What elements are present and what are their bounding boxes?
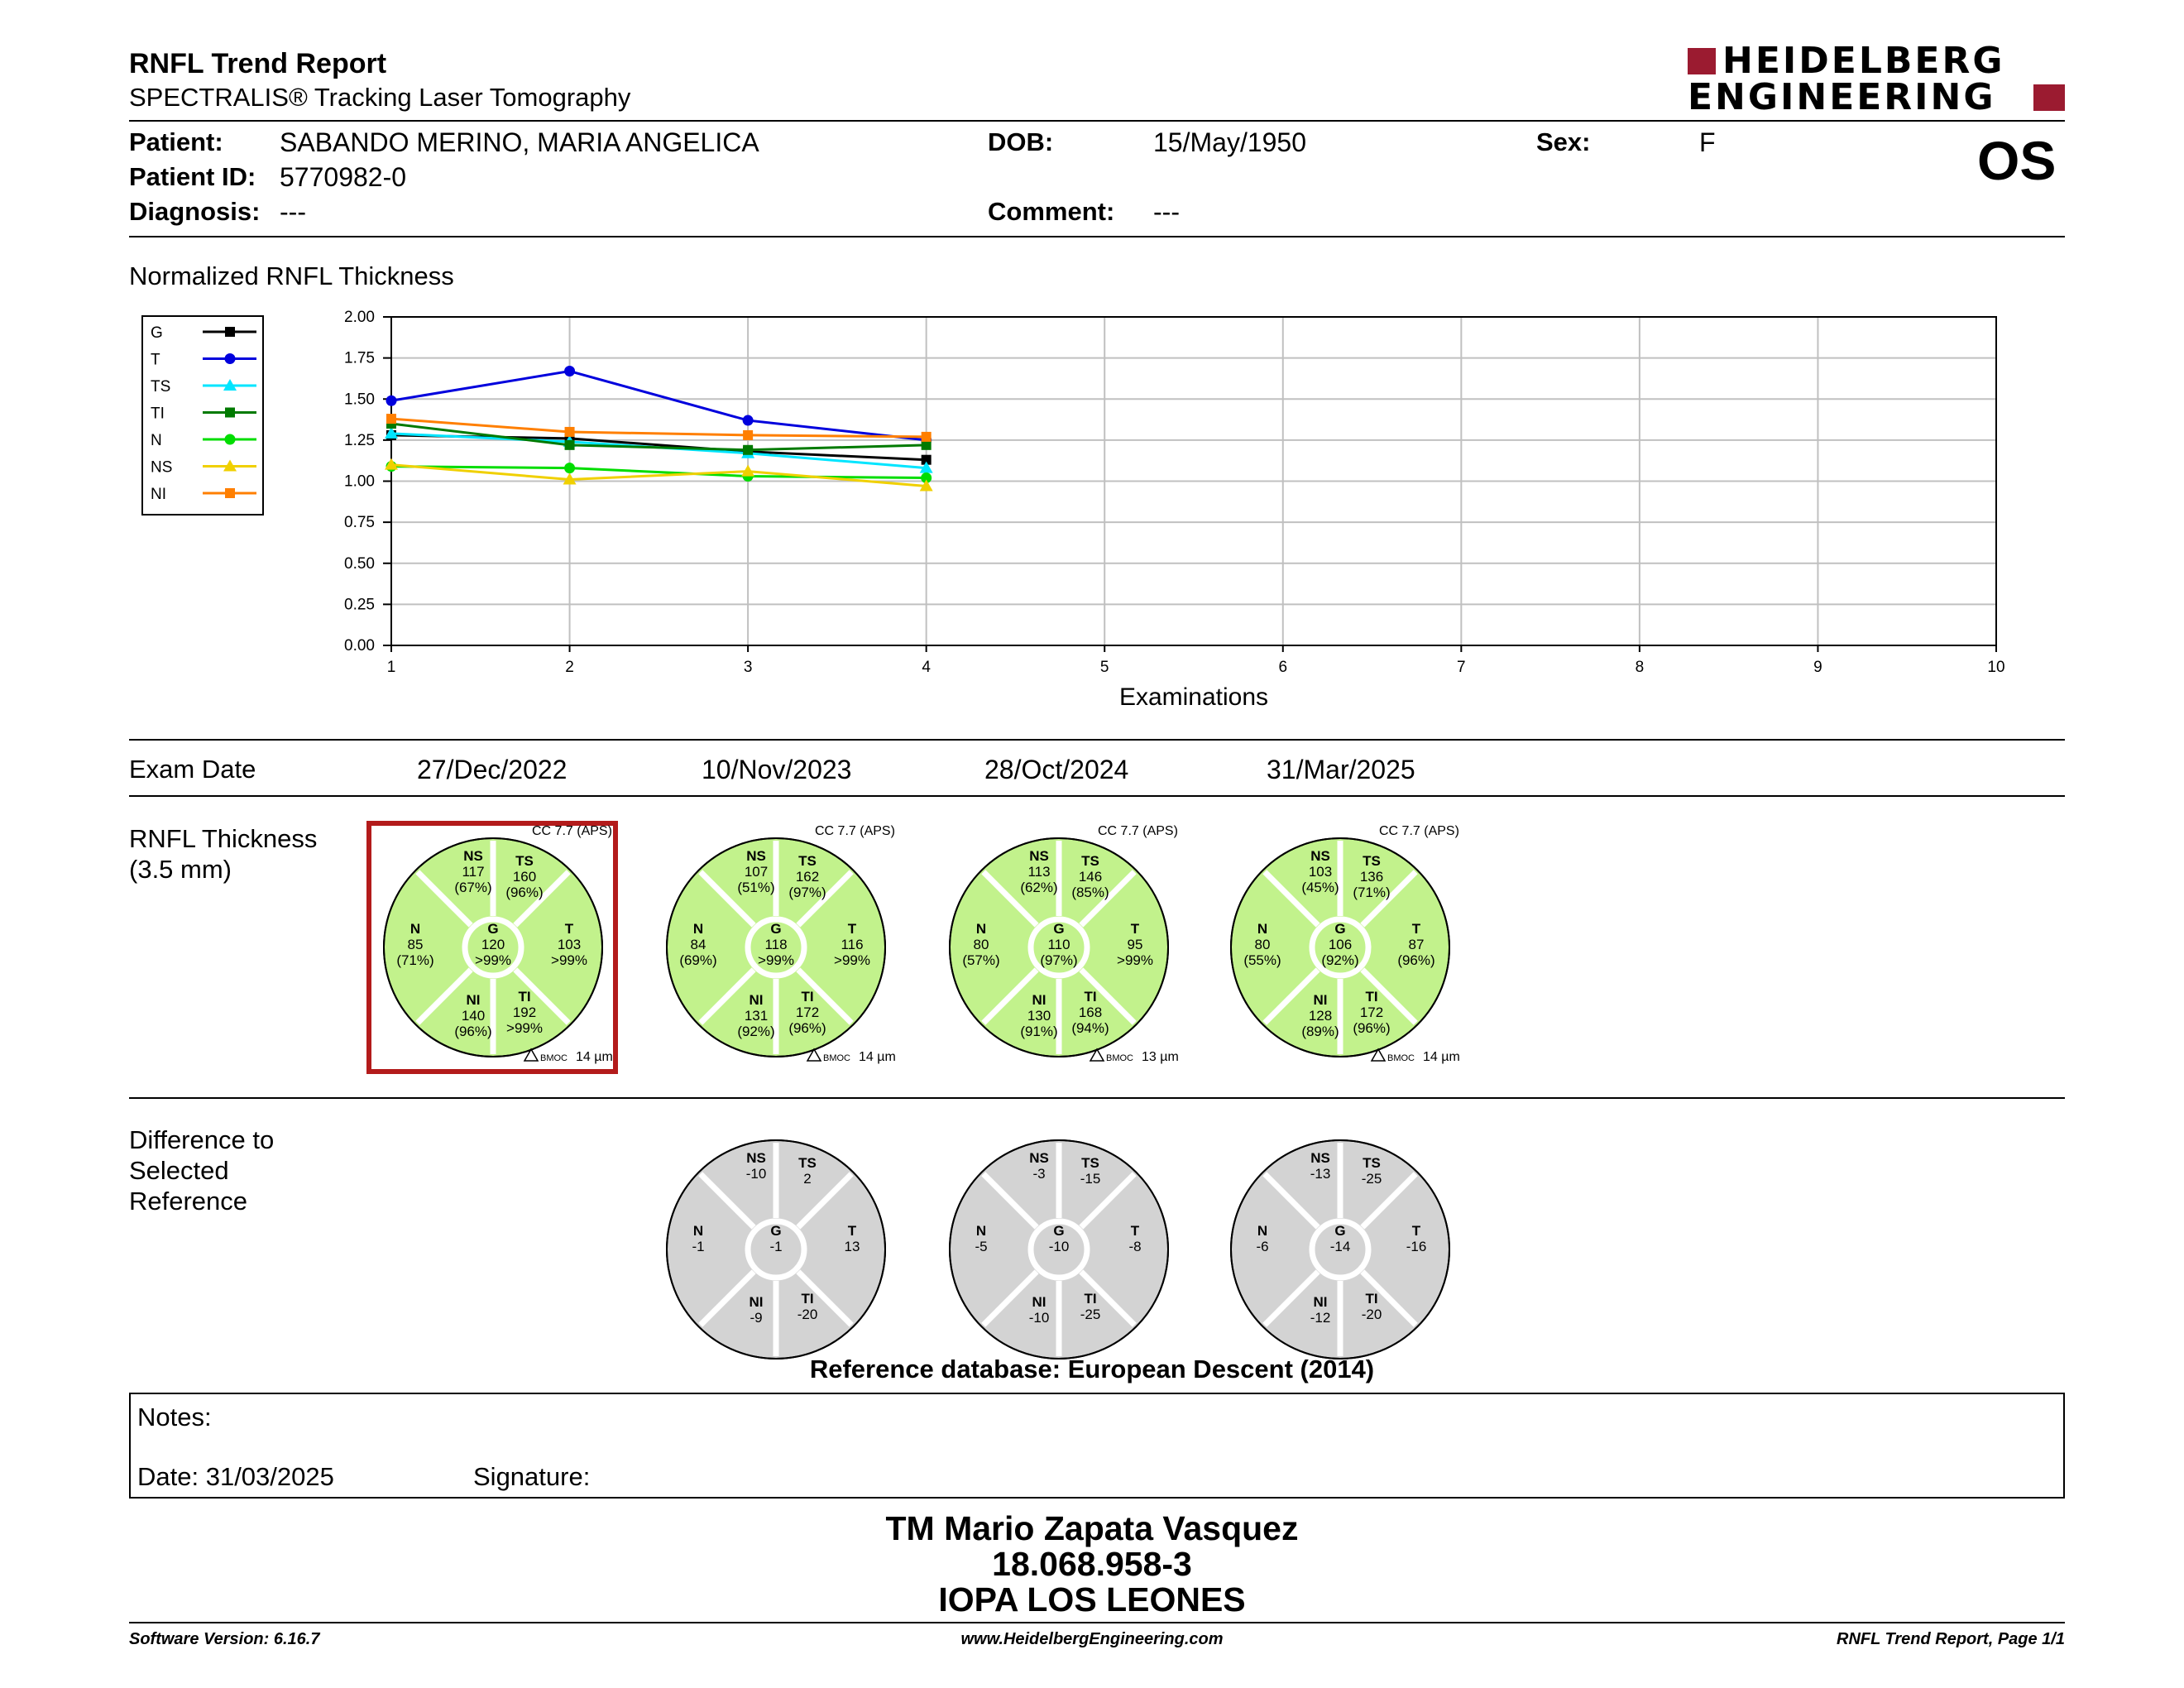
sector-name-n: N: [975, 1223, 987, 1239]
sector-percentile-n: (71%): [396, 952, 434, 968]
difference-label-line2: Selected: [129, 1156, 229, 1185]
signature-label: Signature:: [473, 1462, 591, 1491]
sector-value-ts: 162: [795, 869, 820, 885]
sector-percentile-n: (69%): [679, 952, 717, 968]
x-tick-label: 7: [1457, 659, 1466, 676]
sector-value-g: 106: [1328, 937, 1353, 952]
sector-name-n: N: [975, 921, 987, 937]
sector-name-g: G: [487, 921, 499, 937]
cc-label: CC 7.7 (APS): [532, 824, 612, 838]
sector-name-g: G: [1053, 921, 1065, 937]
y-tick-label: 0.25: [344, 596, 375, 614]
sector-diff-n: -5: [975, 1239, 988, 1254]
difference-label-line1: Difference to: [129, 1125, 275, 1154]
report-title: RNFL Trend Report: [129, 48, 387, 79]
series-line-ts: [391, 434, 927, 468]
sector-name-ni: NI: [749, 1294, 764, 1310]
sector-percentile-ni: (89%): [1301, 1024, 1339, 1039]
sector-name-t: T: [847, 1223, 857, 1239]
difference-circles: [0, 1130, 2184, 1379]
series-line-t: [391, 372, 927, 440]
sector-value-n: 85: [407, 937, 424, 952]
sector-value-t: 103: [557, 937, 582, 952]
sector-percentile-ti: (96%): [788, 1020, 826, 1036]
sector-percentile-ns: (67%): [454, 880, 492, 895]
sector-value-n: 84: [690, 937, 706, 952]
sector-diff-ti: -25: [1080, 1307, 1101, 1322]
sector-diff-ti: -20: [797, 1307, 818, 1322]
bmoc-label: BMOC: [1387, 1053, 1415, 1063]
bmoc-label: BMOC: [540, 1053, 568, 1063]
y-tick-label: 0.00: [344, 637, 375, 655]
bmoc-value: 13 µm: [1142, 1050, 1179, 1064]
notes-box: [129, 1393, 2065, 1499]
bmoc-label: BMOC: [823, 1053, 850, 1063]
y-tick-label: 0.50: [344, 554, 375, 573]
patient-id-label: Patient ID:: [129, 162, 256, 191]
sector-diff-g: -14: [1329, 1239, 1351, 1254]
y-tick-label: 1.50: [344, 391, 375, 409]
rnfl-circle-2: [667, 824, 896, 1064]
sector-value-ti: 192: [512, 1005, 537, 1020]
sector-value-ni: 140: [461, 1008, 486, 1024]
exam-date-label: Exam Date: [129, 755, 256, 784]
legend-marker-ti: [225, 408, 235, 418]
bmoc-label: BMOC: [1106, 1053, 1133, 1063]
data-point-ni: [386, 414, 396, 424]
sector-name-g: G: [1053, 1223, 1065, 1239]
stamp-name: TM Mario Zapata Vasquez: [885, 1509, 1299, 1547]
data-point-ni: [743, 430, 753, 440]
difference-circle-3: [1231, 1140, 1449, 1359]
legend-marker-ni: [225, 488, 235, 498]
dob-label: DOB:: [988, 127, 1054, 156]
x-tick-label: 4: [922, 659, 931, 676]
data-point-ni: [922, 432, 932, 442]
cc-label: CC 7.7 (APS): [1098, 824, 1178, 838]
sector-diff-ns: -10: [745, 1166, 767, 1182]
comment-value: ---: [1153, 197, 1180, 227]
sector-name-g: G: [770, 1223, 782, 1239]
bmoc-value: 14 µm: [859, 1050, 896, 1064]
sector-name-n: N: [1257, 921, 1268, 937]
software-version: Software Version: 6.16.7: [129, 1630, 320, 1648]
stamp-institution: IOPA LOS LEONES: [938, 1580, 1246, 1618]
rnfl-circle-1: [384, 824, 613, 1064]
sector-percentile-g: (92%): [1321, 952, 1359, 968]
sector-name-n: N: [410, 921, 421, 937]
sector-name-ts: TS: [1363, 1155, 1381, 1171]
notes-label: Notes:: [137, 1403, 212, 1431]
sector-diff-t: 13: [844, 1239, 860, 1254]
patient-id: 5770982-0: [280, 162, 407, 192]
sector-name-ti: TI: [801, 1291, 814, 1307]
chart-title: Normalized RNFL Thickness: [129, 261, 454, 290]
sector-name-ns: NS: [1029, 1150, 1049, 1166]
sector-name-t: T: [564, 921, 574, 937]
sector-name-ti: TI: [1365, 989, 1378, 1005]
legend-label-ns: NS: [151, 458, 173, 477]
cc-label: CC 7.7 (APS): [815, 824, 895, 838]
website-link[interactable]: www.HeidelbergEngineering.com: [960, 1630, 1224, 1648]
sector-value-ts: 160: [512, 869, 537, 885]
sector-diff-g: -10: [1048, 1239, 1070, 1254]
legend-marker-n: [225, 434, 236, 445]
y-tick-label: 2.00: [344, 309, 375, 326]
sector-name-ns: NS: [1029, 848, 1049, 864]
exam-date-3: 28/Oct/2024: [984, 755, 1129, 784]
sector-diff-ts: 2: [803, 1171, 812, 1187]
sector-value-ti: 172: [795, 1005, 820, 1020]
x-tick-label: 8: [1635, 659, 1645, 676]
sector-value-ts: 136: [1359, 869, 1384, 885]
sector-name-ni: NI: [1032, 1294, 1046, 1310]
sector-percentile-ni: (92%): [737, 1024, 775, 1039]
sector-name-t: T: [847, 921, 857, 937]
reference-database: Reference database: European Descent (2014): [809, 1355, 1375, 1383]
difference-circle-2: [950, 1140, 1168, 1359]
sector-percentile-ti: >99%: [506, 1020, 543, 1036]
sex-value: F: [1699, 127, 1716, 157]
sector-name-ts: TS: [515, 853, 534, 869]
y-tick-label: 1.00: [344, 472, 375, 491]
sector-percentile-ts: (97%): [788, 885, 826, 900]
sector-name-ni: NI: [1032, 992, 1046, 1008]
patient-divider: [129, 236, 2065, 237]
sector-name-g: G: [770, 921, 782, 937]
sector-name-t: T: [1130, 921, 1140, 937]
sector-name-ts: TS: [1081, 853, 1099, 869]
sector-value-ni: 130: [1027, 1008, 1051, 1024]
diagnosis-value: ---: [280, 197, 306, 227]
sector-name-g: G: [1334, 921, 1346, 937]
exam-date-2: 10/Nov/2023: [702, 755, 852, 784]
sector-diff-n: -1: [692, 1239, 705, 1254]
legend-label-t: T: [151, 351, 160, 369]
sector-percentile-ts: (71%): [1353, 885, 1391, 900]
sector-name-ns: NS: [1310, 848, 1330, 864]
sex-label: Sex:: [1536, 127, 1591, 156]
sector-diff-ni: -9: [750, 1310, 763, 1326]
y-tick-label: 1.75: [344, 349, 375, 367]
eye-label: OS: [1977, 130, 2057, 191]
sector-value-ns: 117: [462, 864, 485, 880]
legend-marker-g: [225, 327, 235, 337]
data-point-t: [386, 396, 397, 406]
exam-date-divider: [129, 795, 2065, 797]
data-point-ti: [565, 440, 575, 450]
logo-square-bottom: [2033, 84, 2065, 111]
sector-diff-ts: -15: [1080, 1171, 1101, 1187]
sector-percentile-ts: (96%): [505, 885, 544, 900]
sector-value-n: 80: [973, 937, 989, 952]
sector-value-ns: 103: [1308, 864, 1333, 880]
rnfl-divider: [129, 1097, 2065, 1099]
heidelberg-logo: [1688, 40, 2068, 118]
y-tick-label: 1.25: [344, 431, 375, 449]
sector-percentile-n: (55%): [1243, 952, 1281, 968]
difference-circle-1: [667, 1140, 885, 1359]
sector-value-ts: 146: [1078, 869, 1103, 885]
bmoc-value: 14 µm: [1423, 1050, 1460, 1064]
x-tick-label: 5: [1099, 659, 1109, 676]
legend-label-ti: TI: [151, 405, 165, 423]
sector-percentile-t: >99%: [1117, 952, 1153, 968]
x-axis-label: Examinations: [1118, 683, 1269, 711]
sector-name-ts: TS: [798, 1155, 817, 1171]
sector-value-ti: 172: [1359, 1005, 1384, 1020]
sector-name-t: T: [1411, 921, 1421, 937]
sector-diff-t: -16: [1406, 1239, 1427, 1254]
sector-percentile-g: >99%: [475, 952, 511, 968]
diagnosis-label: Diagnosis:: [129, 197, 261, 226]
sector-value-ni: 131: [744, 1008, 769, 1024]
sector-name-g: G: [1334, 1223, 1346, 1239]
sector-percentile-ni: (96%): [454, 1024, 492, 1039]
trend-chart: [124, 298, 2052, 712]
sector-diff-ti: -20: [1361, 1307, 1382, 1322]
sector-name-t: T: [1411, 1223, 1421, 1239]
sector-name-ts: TS: [1363, 853, 1381, 869]
sector-diff-ni: -12: [1310, 1310, 1331, 1326]
rnfl-circle-4: [1231, 824, 1460, 1064]
x-tick-label: 6: [1278, 659, 1288, 676]
header-divider: [129, 120, 2065, 122]
chart-divider: [129, 739, 2065, 741]
data-point-ni: [565, 427, 575, 437]
sector-name-ti: TI: [1365, 1291, 1378, 1307]
sector-name-ns: NS: [463, 848, 483, 864]
sector-diff-t: -8: [1128, 1239, 1142, 1254]
logo-text-bottom: ENGINEERING: [1688, 76, 1996, 118]
y-tick-label: 0.75: [344, 514, 375, 532]
sector-name-n: N: [692, 1223, 704, 1239]
exam-date-4: 31/Mar/2025: [1267, 755, 1415, 784]
sector-value-g: 118: [764, 937, 788, 952]
legend-marker-t: [225, 353, 236, 364]
sector-name-ns: NS: [1310, 1150, 1330, 1166]
sector-value-ns: 107: [744, 864, 769, 880]
stamp-id: 18.068.958-3: [992, 1545, 1192, 1583]
x-tick-label: 1: [386, 659, 396, 676]
x-tick-label: 9: [1813, 659, 1822, 676]
legend-label-ni: NI: [151, 486, 166, 503]
rnfl-circle-3: [950, 824, 1179, 1064]
legend-label-g: G: [151, 324, 163, 342]
sector-value-ns: 113: [1027, 864, 1051, 880]
rnfl-thickness-circles: [0, 811, 2184, 1084]
rnfl-label-line2: (3.5 mm): [129, 855, 232, 884]
legend-label-ts: TS: [151, 378, 171, 396]
sector-value-ti: 168: [1078, 1005, 1103, 1020]
sector-name-ti: TI: [518, 989, 531, 1005]
patient-label: Patient:: [129, 127, 223, 156]
sector-diff-n: -6: [1256, 1239, 1269, 1254]
sector-percentile-ts: (85%): [1071, 885, 1109, 900]
sector-name-n: N: [692, 921, 704, 937]
sector-name-ni: NI: [1313, 1294, 1328, 1310]
sector-name-ni: NI: [749, 992, 764, 1008]
sector-name-t: T: [1130, 1223, 1140, 1239]
sector-value-t: 116: [841, 937, 864, 952]
data-point-t: [743, 415, 754, 426]
sector-diff-ni: -10: [1028, 1310, 1050, 1326]
logo-square-top: [1688, 48, 1716, 74]
sector-diff-ts: -25: [1361, 1171, 1382, 1187]
x-tick-label: 3: [743, 659, 753, 676]
sector-percentile-ns: (45%): [1301, 880, 1339, 895]
sector-name-ti: TI: [1084, 1291, 1097, 1307]
sector-percentile-ti: (96%): [1353, 1020, 1391, 1036]
sector-diff-ns: -3: [1032, 1166, 1046, 1182]
report-subtitle: SPECTRALIS® Tracking Laser Tomography: [129, 83, 631, 112]
exam-date-1: 27/Dec/2022: [417, 755, 568, 784]
sector-name-ni: NI: [466, 992, 481, 1008]
sector-percentile-ti: (94%): [1071, 1020, 1109, 1036]
rnfl-label-line1: RNFL Thickness: [129, 824, 318, 853]
data-point-t: [564, 366, 575, 376]
professional-stamp: [0, 1511, 2184, 1618]
difference-label-line3: Reference: [129, 1187, 248, 1216]
sector-value-t: 87: [1408, 937, 1425, 952]
sector-percentile-g: (97%): [1040, 952, 1078, 968]
sector-percentile-ns: (62%): [1020, 880, 1058, 895]
sector-value-g: 120: [481, 937, 505, 952]
x-tick-label: 10: [1987, 659, 2005, 676]
sector-diff-g: -1: [769, 1239, 783, 1254]
sector-name-ts: TS: [1081, 1155, 1099, 1171]
sector-percentile-t: (96%): [1397, 952, 1435, 968]
sector-name-ti: TI: [801, 989, 814, 1005]
sector-percentile-n: (57%): [962, 952, 1000, 968]
logo-text-top: HEIDELBERG: [1722, 40, 2005, 82]
chart-legend: [142, 316, 263, 515]
sector-name-ts: TS: [798, 853, 817, 869]
bmoc-value: 14 µm: [576, 1050, 613, 1064]
legend-label-n: N: [151, 432, 162, 449]
sector-percentile-t: >99%: [834, 952, 870, 968]
sector-percentile-t: >99%: [551, 952, 587, 968]
data-point-ti: [743, 445, 753, 455]
page-info: RNFL Trend Report, Page 1/1: [1837, 1630, 2065, 1648]
notes-date: Date: 31/03/2025: [137, 1462, 334, 1491]
sector-name-n: N: [1257, 1223, 1268, 1239]
sector-value-t: 95: [1127, 937, 1143, 952]
sector-value-g: 110: [1047, 937, 1070, 952]
dob-value: 15/May/1950: [1153, 127, 1307, 157]
sector-percentile-g: >99%: [758, 952, 794, 968]
sector-name-ti: TI: [1084, 989, 1097, 1005]
sector-name-ns: NS: [746, 848, 766, 864]
sector-name-ns: NS: [746, 1150, 766, 1166]
sector-name-ni: NI: [1313, 992, 1328, 1008]
patient-name: SABANDO MERINO, MARIA ANGELICA: [280, 127, 759, 157]
cc-label: CC 7.7 (APS): [1379, 824, 1459, 838]
footer-divider: [129, 1622, 2065, 1623]
comment-label: Comment:: [988, 197, 1115, 226]
sector-percentile-ns: (51%): [737, 880, 775, 895]
sector-value-n: 80: [1254, 937, 1271, 952]
sector-percentile-ni: (91%): [1020, 1024, 1058, 1039]
x-tick-label: 2: [565, 659, 574, 676]
sector-value-ni: 128: [1308, 1008, 1333, 1024]
data-point-n: [564, 463, 575, 473]
sector-diff-ns: -13: [1310, 1166, 1331, 1182]
